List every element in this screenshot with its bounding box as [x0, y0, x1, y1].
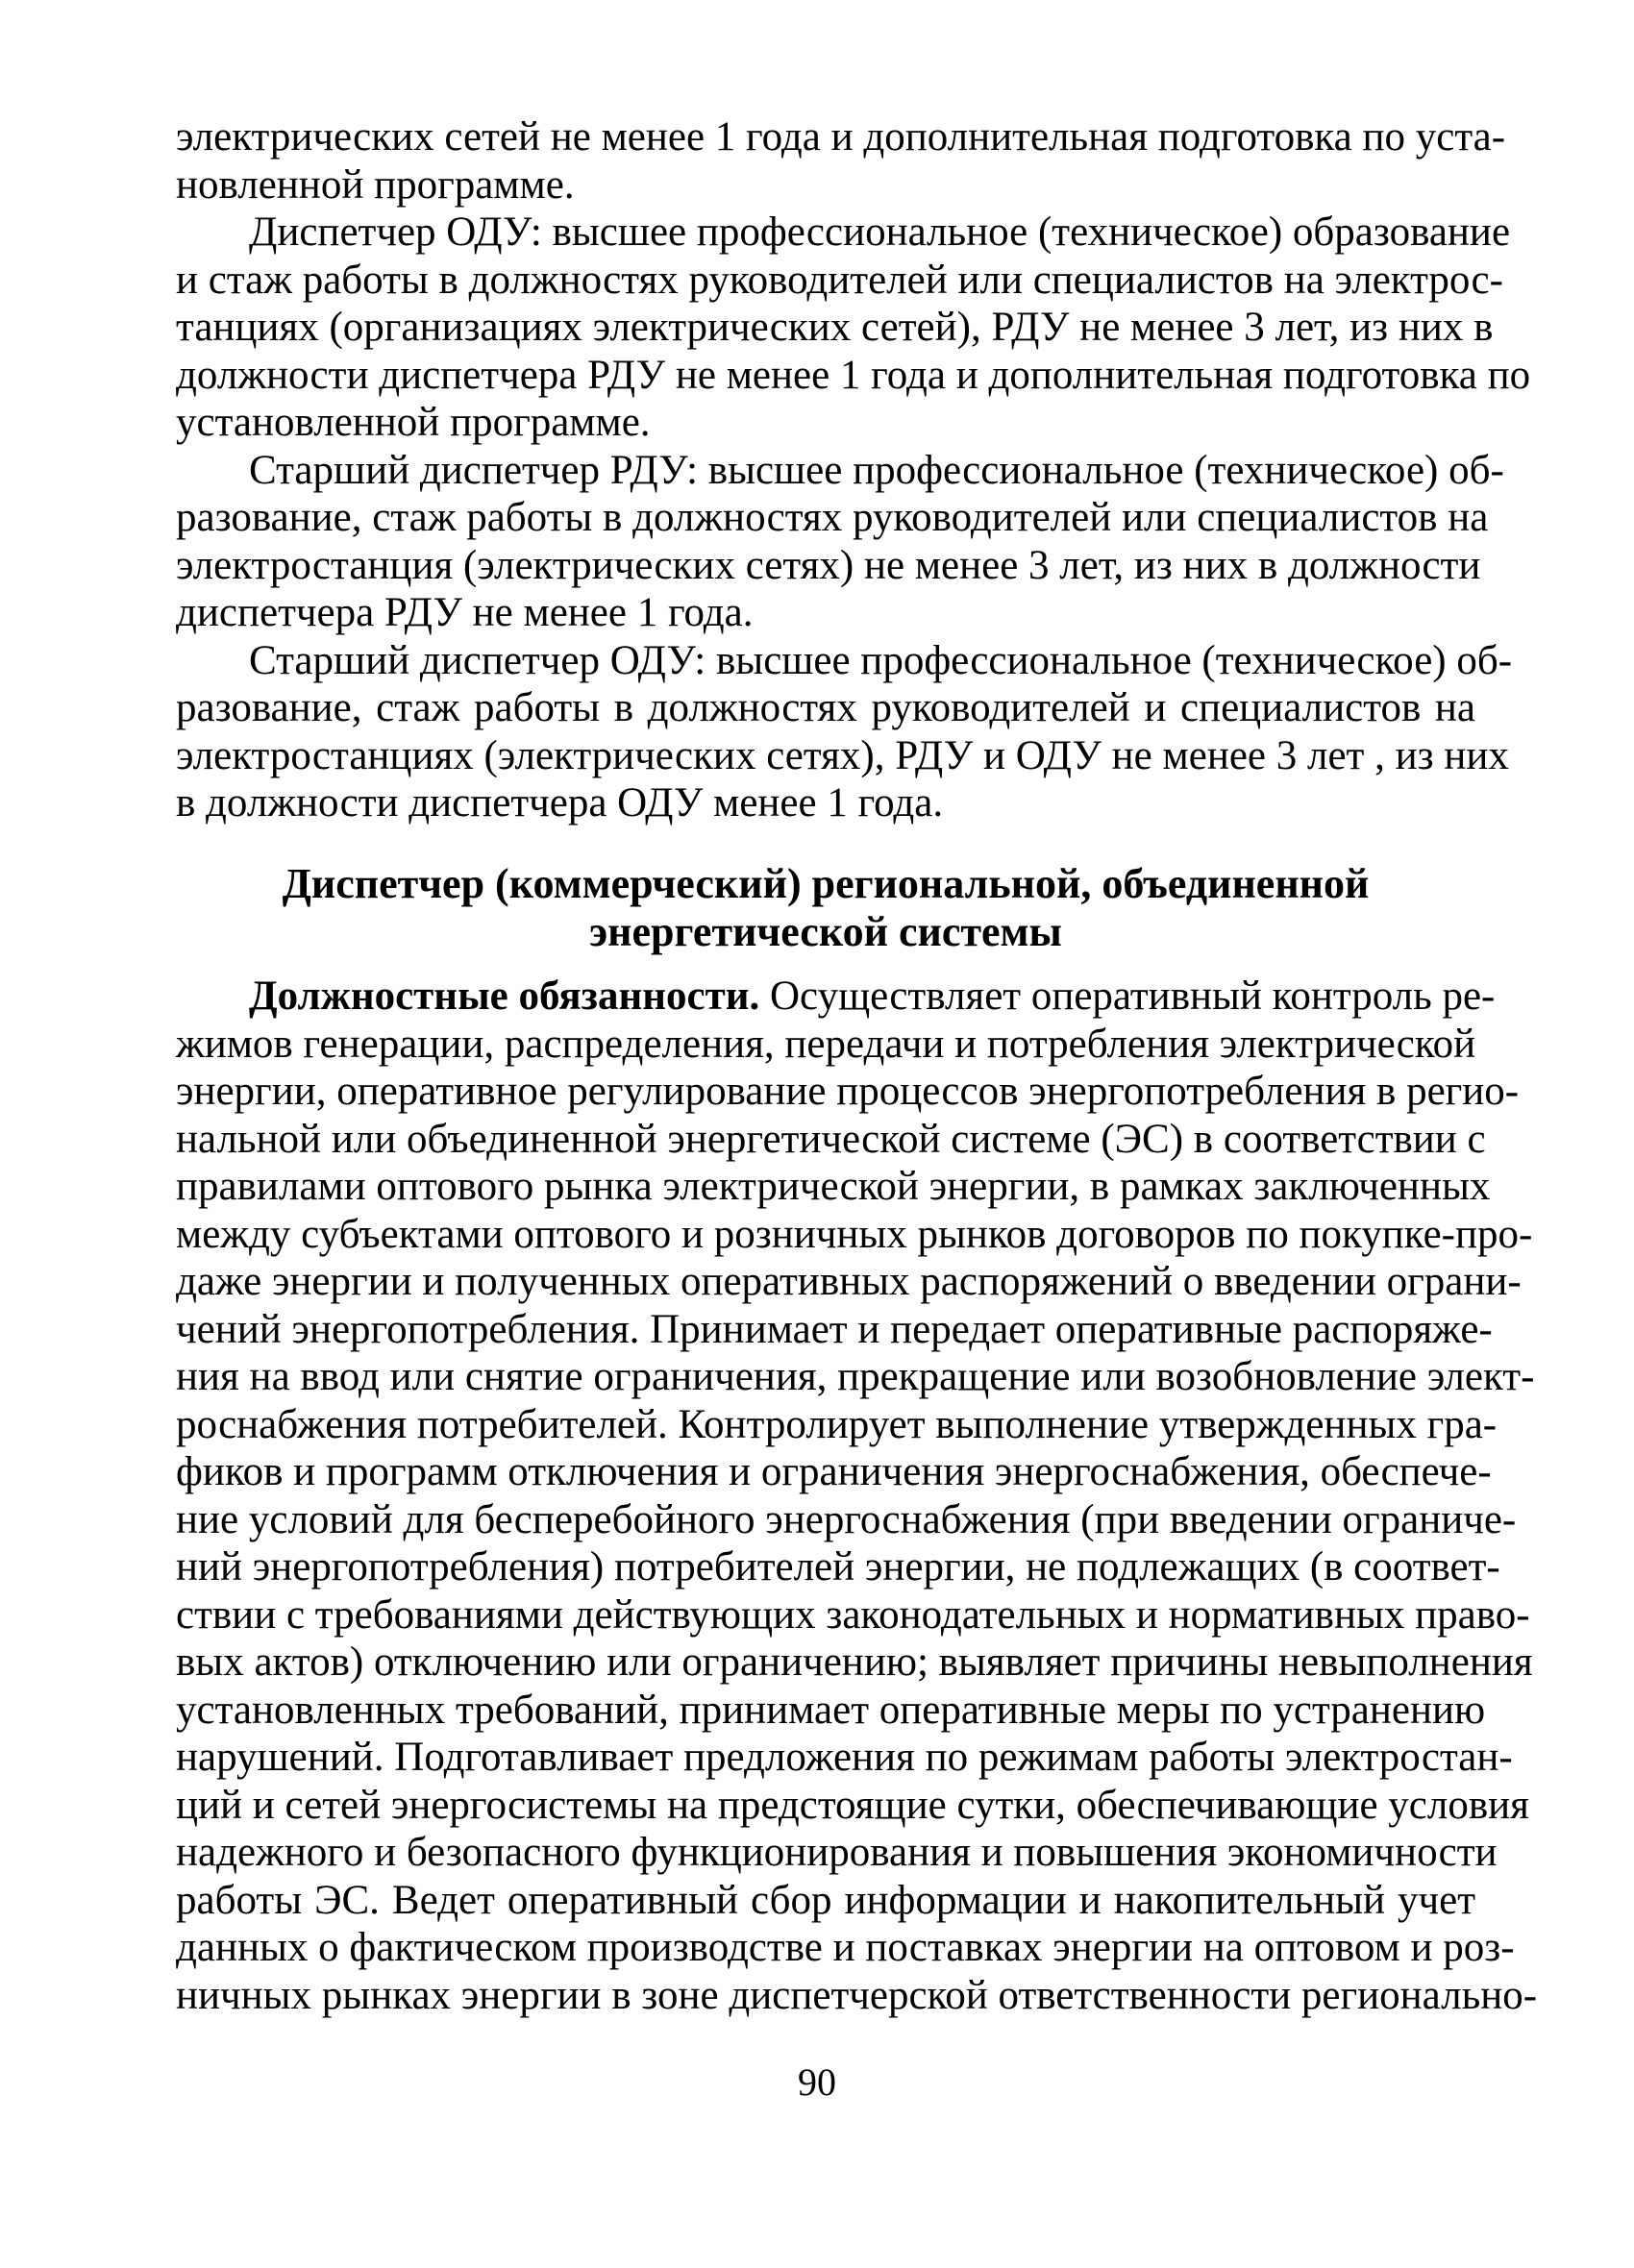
heading-line: энергетической системы	[589, 908, 1062, 955]
text-line: новленной программе.	[176, 161, 575, 208]
text-line: энергии, оперативное регулирование процессов энергопотребления в регио-	[176, 1069, 1520, 1114]
text-line: правилами оптового рынка электрической энергии, в рамках заключенных	[176, 1164, 1491, 1209]
text-line: ций и сетей энергосистемы на предстоящие сутки, обеспечивающие условия	[176, 1782, 1529, 1828]
text-line: чений энергопотребления. Принимает и передает оперативные распоряже-	[176, 1306, 1493, 1352]
text-line: разование, стаж работы в должностях руководителей или специалистов на	[176, 495, 1489, 540]
text-line: работы ЭС. Ведет оперативный сбор информации и накопительный учет	[176, 1877, 1475, 1923]
text-line: вых актов) отключению или ограничению; выявляет причины невыполнения	[176, 1639, 1533, 1685]
text-line: установленной программе.	[176, 400, 651, 445]
text-line: даже энергии и полученных оперативных распоряжений о введении ограни-	[176, 1259, 1522, 1304]
text-line: жимов генерации, распределения, передачи и потребления электрической	[176, 1021, 1476, 1067]
text-line: разование, стаж работы в должностях руководителей и специалистов на	[176, 685, 1475, 730]
text-line: надежного и безопасного функционирования и повышения экономичности	[176, 1830, 1498, 1875]
text-line: нальной или объединенной энергетической системе (ЭС) в соответствии с	[176, 1116, 1486, 1162]
qualifications-block	[176, 113, 1531, 827]
text-line: ния на ввод или снятие ограничения, прекращение или возобновление элект-	[176, 1354, 1535, 1399]
text-line: электрических сетей не менее 1 года и дополнительная подготовка по уста-	[176, 114, 1506, 160]
text-line: должности диспетчера РДУ не менее 1 года и дополнительная подготовка по	[176, 352, 1531, 398]
text-line: Диспетчер ОДУ: высшее профессиональное (техническое) образование	[249, 210, 1511, 255]
duties-label: Должностные обязанности.	[249, 974, 760, 1019]
text-line: электростанция (электрических сетях) не менее 3 лет, из них в должности	[176, 542, 1481, 588]
duties-first-line-text: Осуществляет оперативный контроль ре-	[759, 974, 1496, 1019]
duties-first-line	[176, 973, 1496, 1021]
text-line: данных о фактическом производстве и поставках энергии на оптовом и роз-	[176, 1925, 1515, 1970]
text-line: и стаж работы в должностях руководителей или специалистов на электрос-	[176, 257, 1503, 303]
text-line: ние условий для бесперебойного энергоснабжения (при введении ограниче-	[176, 1496, 1517, 1542]
text-line: ний энергопотребления) потребителей энергии, не подлежащих (в соответ-	[176, 1544, 1500, 1590]
heading-line: Диспетчер (коммерческий) региональной, объединенной	[282, 860, 1370, 907]
text-line: ствии с требованиями действующих законодательных и нормативных право-	[176, 1591, 1530, 1638]
text-line: диспетчера РДУ не менее 1 года.	[176, 590, 754, 635]
text-line: Старший диспетчер РДУ: высшее профессиональное (техническое) об-	[249, 447, 1504, 493]
text-line: между субъектами оптового и розничных рынков договоров по покупке-про-	[176, 1211, 1533, 1257]
text-line: роснабжения потребителей. Контролирует выполнение утвержденных гра-	[176, 1401, 1498, 1447]
text-line: фиков и программ отключения и ограничения энергоснабжения, обеспече-	[176, 1449, 1492, 1494]
text-line: установленных требований, принимает оперативные меры по устранению	[176, 1687, 1486, 1733]
text-line: нарушений. Подготавливает предложения по режимам работы электростан-	[176, 1735, 1513, 1780]
duties-block	[176, 973, 1538, 2019]
text-line: электростанциях (электрических сетях), РДУ и ОДУ не менее 3 лет , из них	[176, 732, 1509, 778]
section-heading	[176, 860, 1475, 956]
page-number: 90	[798, 2060, 836, 2104]
text-line: танциях (организациях электрических сетей), РДУ не менее 3 лет, из них в	[176, 305, 1494, 350]
text-line: Старший диспетчер ОДУ: высшее профессиональное (техническое) об-	[249, 637, 1513, 683]
text-line: ничных рынках энергии в зоне диспетчерской ответственности регионально-	[176, 1972, 1538, 2018]
text-line: в должности диспетчера ОДУ менее 1 года.	[176, 780, 944, 826]
